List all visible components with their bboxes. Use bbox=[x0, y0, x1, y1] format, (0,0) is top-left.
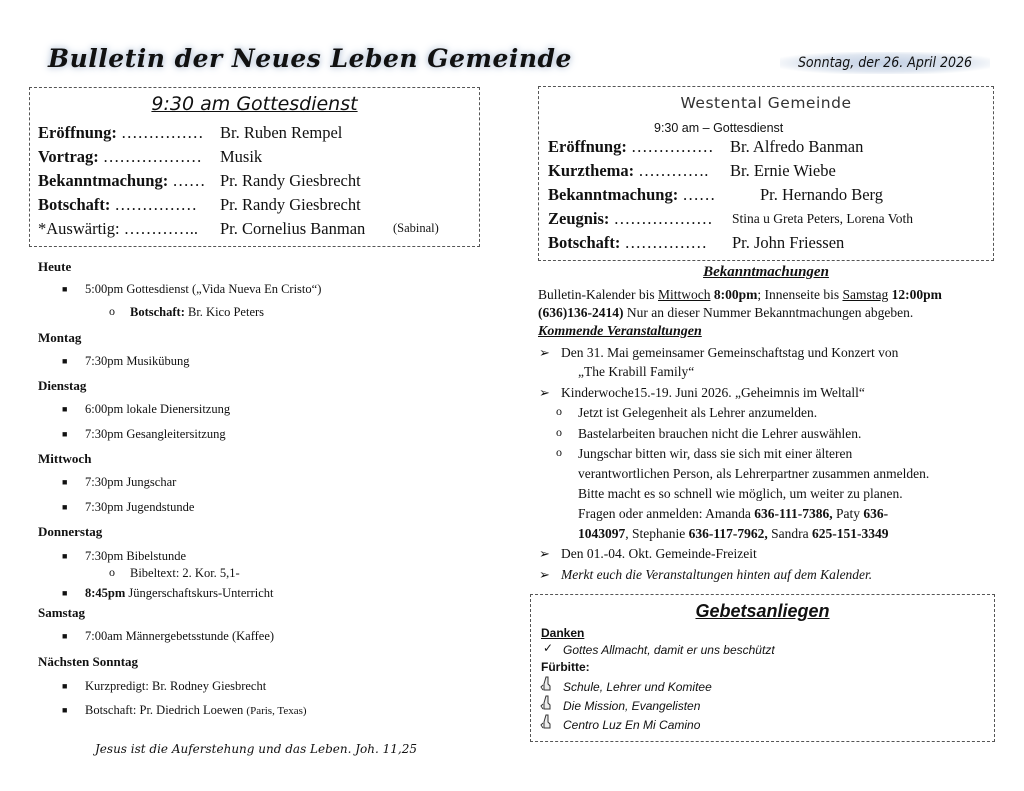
event-item: Merkt euch die Veranstaltungen hinten auf dem Kalender. bbox=[561, 567, 873, 582]
phone-number: 636-117-7962, bbox=[688, 526, 768, 541]
row-dots: ……………… bbox=[609, 209, 713, 228]
main-service-title: 9:30 am Gottesdienst bbox=[151, 93, 358, 115]
square-bullet-icon: ■ bbox=[62, 477, 68, 487]
text: ; Innenseite bis bbox=[757, 287, 843, 302]
square-bullet-icon: ■ bbox=[62, 705, 68, 715]
phone-number: 636-111-7386, bbox=[754, 506, 833, 521]
praying-hands-icon bbox=[540, 694, 554, 710]
event-item: Kinderwoche15.-19. Juni 2026. „Geheimnis im Weltall“ bbox=[561, 385, 865, 400]
day-heading-today: Heute bbox=[38, 259, 72, 274]
schedule-item: 6:00pm lokale Dienersitzung bbox=[85, 402, 231, 416]
row-value: Pr. Randy Giesbrecht bbox=[220, 195, 361, 214]
westental-row-topic bbox=[548, 161, 836, 181]
text-underlined: Mittwoch bbox=[657, 287, 711, 302]
row-dots: …………… bbox=[110, 195, 198, 214]
petition-item: Die Mission, Evangelisten bbox=[563, 699, 701, 713]
row-value: Pr. Cornelius Banman bbox=[220, 219, 366, 238]
row-label: Eröffnung: bbox=[548, 137, 627, 156]
row-value: Br. Ernie Wiebe bbox=[730, 161, 836, 180]
thanks-label: Danken bbox=[541, 626, 585, 640]
announcements-heading: Bekanntmachungen bbox=[703, 264, 829, 280]
phone-number: 625-151-3349 bbox=[812, 526, 889, 541]
square-bullet-icon: ■ bbox=[62, 502, 68, 512]
event-subitem-continued: Bitte macht es so schnell wie möglich, um weiter zu planen. bbox=[578, 486, 903, 501]
row-label: Kurzthema: bbox=[548, 161, 635, 180]
text: Paty bbox=[832, 506, 864, 521]
service-row-lecture bbox=[38, 147, 263, 167]
bulletin-date: Sonntag, der 26. April 2026 bbox=[780, 52, 990, 74]
event-subitem: Jungschar bitten wir, dass sie sich mit einer älteren bbox=[578, 446, 853, 461]
row-value: Musik bbox=[220, 147, 263, 166]
event-item: Den 01.-04. Okt. Gemeinde-Freizeit bbox=[561, 546, 757, 561]
square-bullet-icon: ■ bbox=[62, 284, 68, 294]
petition-item: Schule, Lehrer und Komitee bbox=[563, 680, 712, 694]
subitem-value: Br. Kico Peters bbox=[184, 305, 265, 319]
square-bullet-icon: ■ bbox=[62, 551, 68, 561]
day-heading-thursday: Donnerstag bbox=[38, 524, 103, 539]
prayer-heading: Gebetsanliegen bbox=[695, 601, 830, 621]
phone-number: 1043097 bbox=[578, 526, 626, 541]
row-dots: …… bbox=[168, 171, 206, 190]
announcement-line-1 bbox=[538, 287, 942, 303]
westental-service-box bbox=[538, 86, 994, 261]
arrow-bullet-icon: ➢ bbox=[539, 567, 550, 582]
day-heading-tuesday: Dienstag bbox=[38, 378, 87, 393]
row-value: Pr. Hernando Berg bbox=[760, 185, 883, 204]
day-heading-monday: Montag bbox=[38, 330, 82, 345]
westental-row-announcement bbox=[548, 185, 883, 205]
schedule-item: 5:00pm Gottesdienst („Vida Nueva En Cristo“) bbox=[85, 282, 322, 296]
row-value: Stina u Greta Peters, Lorena Voth bbox=[732, 211, 913, 226]
circle-bullet-icon: o bbox=[109, 565, 115, 579]
row-label: Vortrag: bbox=[38, 147, 99, 166]
row-value: Br. Alfredo Banman bbox=[730, 137, 864, 156]
event-subitem-continued: verantwortlichen Person, als Lehrerpartner zusammen anmelden. bbox=[578, 466, 930, 481]
row-value: Pr. John Friessen bbox=[732, 233, 845, 252]
row-label: Botschaft: bbox=[548, 233, 621, 252]
events-heading: Kommende Veranstaltungen bbox=[538, 324, 702, 339]
row-label: Botschaft: bbox=[38, 195, 111, 214]
westental-row-testimony bbox=[548, 209, 913, 229]
row-label: Bekanntmachung: bbox=[548, 185, 679, 204]
arrow-bullet-icon: ➢ bbox=[539, 345, 550, 360]
schedule-item: Kurzpredigt: Br. Rodney Giesbrecht bbox=[85, 679, 267, 693]
petition-label: Fürbitte: bbox=[541, 660, 590, 674]
row-dots: ………….. bbox=[119, 219, 198, 238]
service-row-announcement bbox=[38, 171, 361, 191]
schedule-item: 7:30pm Bibelstunde bbox=[85, 549, 187, 563]
text-bold: 12:00pm bbox=[888, 287, 942, 302]
circle-bullet-icon: o bbox=[109, 304, 115, 318]
square-bullet-icon: ■ bbox=[62, 429, 68, 439]
westental-title: Westental Gemeinde bbox=[680, 94, 852, 112]
schedule-item: 7:30pm Musikübung bbox=[85, 354, 190, 368]
row-label: Zeugnis: bbox=[548, 209, 610, 228]
petition-item: Centro Luz En Mi Camino bbox=[563, 718, 701, 732]
text: , Stephanie bbox=[625, 526, 689, 541]
bulletin-title: Bulletin der Neues Leben Gemeinde bbox=[48, 44, 572, 73]
phone-number: 636- bbox=[863, 506, 889, 521]
westental-subtitle: 9:30 am – Gottesdienst bbox=[654, 121, 784, 135]
row-dots: …………. bbox=[634, 161, 709, 180]
day-heading-next-sunday: Nächsten Sonntag bbox=[38, 654, 139, 669]
row-dots: ……………… bbox=[98, 147, 202, 166]
arrow-bullet-icon: ➢ bbox=[539, 546, 550, 561]
day-heading-wednesday: Mittwoch bbox=[38, 451, 92, 466]
text: Fragen oder anmelden: Amanda bbox=[578, 506, 755, 521]
schedule-item: 7:30pm Gesangleitersitzung bbox=[85, 427, 226, 441]
day-heading-saturday: Samstag bbox=[38, 605, 85, 620]
schedule-item bbox=[85, 586, 274, 601]
text: Bulletin-Kalender bis bbox=[538, 287, 658, 302]
schedule-item bbox=[85, 703, 307, 718]
schedule-item: 7:30pm Jungschar bbox=[85, 475, 177, 489]
event-subitem-contacts bbox=[578, 526, 889, 542]
prayer-box bbox=[530, 594, 995, 742]
text-bold: 8:00pm bbox=[710, 287, 758, 302]
row-dots: …… bbox=[678, 185, 716, 204]
square-bullet-icon: ■ bbox=[62, 681, 68, 691]
item-note: (Paris, Texas) bbox=[246, 705, 307, 717]
service-row-external bbox=[38, 219, 439, 239]
row-note: (Sabinal) bbox=[393, 221, 439, 235]
square-bullet-icon: ■ bbox=[62, 588, 68, 598]
event-subitem-contacts bbox=[578, 506, 888, 522]
square-bullet-icon: ■ bbox=[62, 356, 68, 366]
square-bullet-icon: ■ bbox=[62, 404, 68, 414]
row-label: Eröffnung: bbox=[38, 123, 117, 142]
circle-bullet-icon: o bbox=[556, 425, 562, 439]
item-text: Jüngerschaftskurs-Unterricht bbox=[125, 586, 274, 600]
schedule-subitem bbox=[130, 305, 264, 320]
bible-verse: Jesus ist die Auferstehung und das Leben. Joh. 11,25 bbox=[95, 742, 417, 756]
item-time: 8:45pm bbox=[85, 586, 126, 600]
schedule-subitem: Bibeltext: 2. Kor. 5,1- bbox=[130, 566, 240, 580]
praying-hands-icon bbox=[540, 713, 554, 729]
row-dots: …………… bbox=[116, 123, 204, 142]
schedule-item: 7:30pm Jugendstunde bbox=[85, 500, 195, 514]
row-dots: …………… bbox=[626, 137, 714, 156]
praying-hands-icon bbox=[540, 675, 554, 691]
announcement-line-2 bbox=[538, 305, 913, 321]
row-dots: …………… bbox=[620, 233, 708, 252]
row-value: Pr. Randy Giesbrecht bbox=[220, 171, 361, 190]
schedule-item: 7:00am Männergebetsstunde (Kaffee) bbox=[85, 629, 275, 643]
event-item-continued: „The Krabill Family“ bbox=[578, 364, 695, 379]
thanks-item: Gottes Allmacht, damit er uns beschützt bbox=[563, 643, 775, 657]
event-subitem: Jetzt ist Gelegenheit als Lehrer anzumelden. bbox=[578, 405, 818, 420]
item-text: Botschaft: Pr. Diedrich Loewen bbox=[85, 703, 244, 717]
westental-row-message bbox=[548, 233, 845, 253]
square-bullet-icon: ■ bbox=[62, 631, 68, 641]
phone-number: (636)136-2414) bbox=[538, 305, 624, 320]
check-icon: ✓ bbox=[543, 641, 554, 655]
event-item: Den 31. Mai gemeinsamer Gemeinschaftstag und Konzert von bbox=[561, 345, 899, 360]
subitem-label: Botschaft: bbox=[130, 305, 185, 319]
row-value: Br. Ruben Rempel bbox=[220, 123, 343, 142]
text-underlined: Samstag bbox=[842, 287, 889, 302]
circle-bullet-icon: o bbox=[556, 445, 562, 459]
westental-row-opening bbox=[548, 137, 864, 157]
circle-bullet-icon: o bbox=[556, 404, 562, 418]
service-row-message bbox=[38, 195, 361, 215]
text: Sandra bbox=[767, 526, 812, 541]
row-label: *Auswärtig: bbox=[38, 219, 120, 238]
service-row-opening bbox=[38, 123, 343, 143]
arrow-bullet-icon: ➢ bbox=[539, 385, 550, 400]
event-subitem: Bastelarbeiten brauchen nicht die Lehrer auswählen. bbox=[578, 426, 862, 441]
row-label: Bekanntmachung: bbox=[38, 171, 169, 190]
main-service-box bbox=[29, 87, 480, 247]
text: Nur an dieser Nummer Bekanntmachungen abgeben. bbox=[623, 305, 914, 320]
